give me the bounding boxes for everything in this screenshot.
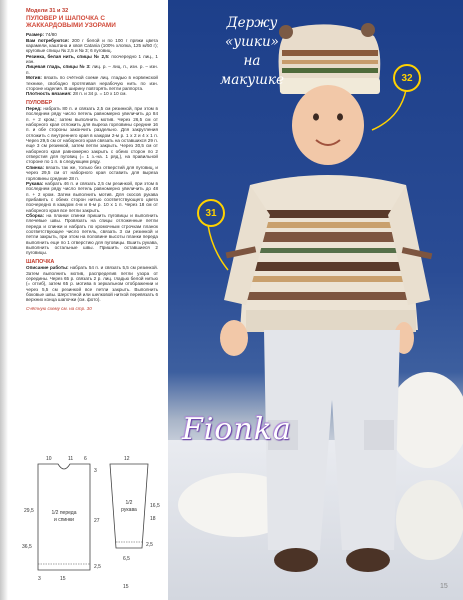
dim-label: 3: [94, 468, 97, 474]
dim-label: 29,5: [24, 508, 34, 514]
paragraph-text: 28 п. и 34 р. = 10 х 10 см.: [71, 91, 127, 97]
pattern-paragraph: [26, 91, 158, 96]
dim-label: 2,5: [146, 542, 153, 548]
paragraph-text: вязать по счётной схеме лиц. гладью в норвежской технике, свободно протягивая нерабочую нить по изн. стороне изделия. В ширину повторять петли раппорта.: [26, 75, 158, 91]
hat-section: [26, 265, 158, 302]
page-binding-shadow: [0, 0, 8, 600]
paragraph-label: Описание работы:: [26, 265, 69, 271]
paragraph-label: Мотив:: [26, 75, 42, 81]
dim-label: 15: [123, 584, 129, 590]
paragraph-label: Резинка, белая нить, спицы № 2,5:: [26, 53, 110, 59]
jacquard-pullover: [224, 175, 432, 332]
pullover-pointer-line: [208, 225, 228, 270]
front-back-label-1: 1/2 переда: [51, 510, 77, 516]
dim-label: 15: [60, 576, 66, 582]
paragraph-label: Вам потребуются:: [26, 37, 70, 43]
dim-label: 36,5: [22, 544, 32, 550]
pattern-paragraph: [26, 265, 158, 302]
pullover-section: [26, 106, 158, 256]
dim-label: 6,5: [123, 556, 130, 562]
left-boot: [274, 548, 318, 572]
dim-label: 2,5: [94, 564, 101, 570]
dim-label: 10: [46, 456, 52, 462]
dim-label: 6: [84, 456, 87, 462]
caption-line: макушке: [220, 72, 284, 88]
paragraph-text: набрать 80 п. и связать 2,5 см резинкой, при этом в последнем ряду число петель равномерно увеличить до 84 п. + 2 кром.; затем выполнить мотив. Через 26,5 см от наборного края отложить для выреза горловины средние 16 п. и обе стороны закончить раздельно. Для закругления отложить с внутреннего края в каждом 2-м р. 1 х 2 и 4 х 1 п. Через 29,5 см от наборного края связать на оставшихся 29 п. еще 3 см резинкой, затем петли закрыть. Через 30,5 см от наборного края равномерно закрыть с обеих сторон по 2 отверстия для пуговиц (= 1 з.-на. 1 ряд.), на правильной стороне по 1 п. в следующем ряду.: [26, 106, 158, 165]
paragraph-text: лиц. р. – лиц. п., изн. р. – изн. п.: [26, 64, 158, 75]
paragraph-label: Плотность вязания:: [26, 91, 72, 97]
caption-line: Держу: [226, 15, 278, 31]
child-figure-illustration: [168, 0, 463, 600]
front-back-label-2: и спинки: [54, 517, 74, 523]
paragraph-label: Лицевая гладь, спицы № 3:: [26, 64, 91, 70]
scheme-reference-note: Счётную схему см. на стр. 30: [26, 305, 92, 311]
pattern-paragraph: [26, 75, 158, 91]
paragraph-label: Перед:: [26, 106, 42, 112]
model-tag-hat: 32: [393, 64, 421, 92]
front-back-schematic: [38, 464, 90, 570]
left-hand: [220, 320, 248, 356]
caption-line: «ушки»: [225, 34, 279, 50]
sleeve-label-1: 1/2: [125, 500, 133, 506]
paragraph-text: набрать 46 п. и связать 2,5 см резинкой, при этом в последнем ряду число петель равномерно увеличить до 48 п. + 2 кром. Затем выполнить мотив. Для скосов рукава прибавить с обеих сторон нитью соответствующего цвета поочередно в каждом 4-м и 6-м р. 10 х 1 п. Через 18 см от наборного края все петли закрыть.: [26, 180, 158, 213]
child-face: [292, 85, 364, 165]
sleeve-schematic: [110, 464, 148, 548]
paragraph-label: Спинка:: [26, 164, 45, 170]
dim-label: 12: [124, 456, 130, 462]
paragraph-text: набрать 54 п. и связать 5,5 см резинкой. Затем выполнить мотив, распределив петли узора от середины. Через 65 р. связать 2 р. лиц. гладью белой нитью (= отгиб), затем 65 р. мотива в зеркальном отображении и через 5,5 см резинкой все петли закрыть. Выполнить боковые швы. Шерстяной или шелковой ниткой перевязать 6 верхних конца шапочки (см. фото).: [26, 265, 158, 303]
pattern-paragraph: [26, 213, 158, 256]
dim-label: 3: [38, 576, 41, 582]
caption-line: на: [243, 53, 261, 69]
right-boot: [346, 548, 390, 572]
model-number: Модели 31 и 32: [26, 8, 69, 14]
pattern-paragraph: [26, 64, 158, 75]
paragraph-text: вязать так же, только без отверстий для пуговиц, и через 29,5 см от наборного края оставить для выреза горловины средние 28 п.: [26, 164, 158, 181]
pattern-paragraph: [26, 165, 158, 181]
dim-label: 11: [68, 456, 74, 462]
dim-label: 16,5: [150, 503, 160, 509]
pattern-paragraph: [26, 38, 158, 54]
paragraph-text: 200 г белой и по 100 г пряжи цвета карамели, каштана и хвоя Catania (100% хлопка, 125 м/50 г); круговые спицы № 2,5 и № 3; 6 пуговиц.: [26, 37, 158, 54]
pullover-heading: ПУЛОВЕР: [26, 99, 53, 106]
paragraph-text: 74/80: [44, 32, 57, 38]
dim-label: 27: [94, 518, 100, 524]
sleeve-label-2: рукава: [121, 507, 137, 513]
model-tag-pullover: 31: [197, 199, 225, 227]
garment-schematics: [18, 452, 168, 592]
materials-section: [26, 32, 158, 96]
paragraph-text: поочередно 1 лиц., 1 изн.: [26, 53, 158, 65]
product-photo: [168, 0, 463, 600]
photo-caption: [196, 14, 308, 90]
paragraph-text: на планки спинки пришить пуговицы и выполнить плечевые швы. Провязать на спицы отложенные петли переда и спинки и набрать по кромочным строчкам планок соответствующее число петель, связать 3 см резинкой и петли закрыть, при этом на половине высоты планки переда выполнить еще по 1 отверстию для пуговицы. Вшить рукава, выполнить остальные швы. Пришить оставшиеся 2 пуговицы.: [26, 212, 158, 256]
hat-pointer-line: [372, 90, 406, 130]
article-title: ПУЛОВЕР И ШАПОЧКА С ЖАККАРДОВЫМИ УЗОРАМИ: [26, 15, 116, 30]
paragraph-label: Сборка:: [26, 212, 45, 218]
paragraph-label: Рукава:: [26, 180, 44, 186]
page-number: 15: [440, 583, 448, 590]
pattern-paragraph: [26, 181, 158, 213]
dim-label: 18: [150, 516, 156, 522]
hat-heading: ШАПОЧКА: [26, 258, 55, 265]
pattern-paragraph: [26, 106, 158, 165]
pattern-paragraph: [26, 54, 158, 65]
paragraph-label: Размер:: [26, 32, 45, 38]
brand-logo: Fionka: [182, 412, 292, 447]
